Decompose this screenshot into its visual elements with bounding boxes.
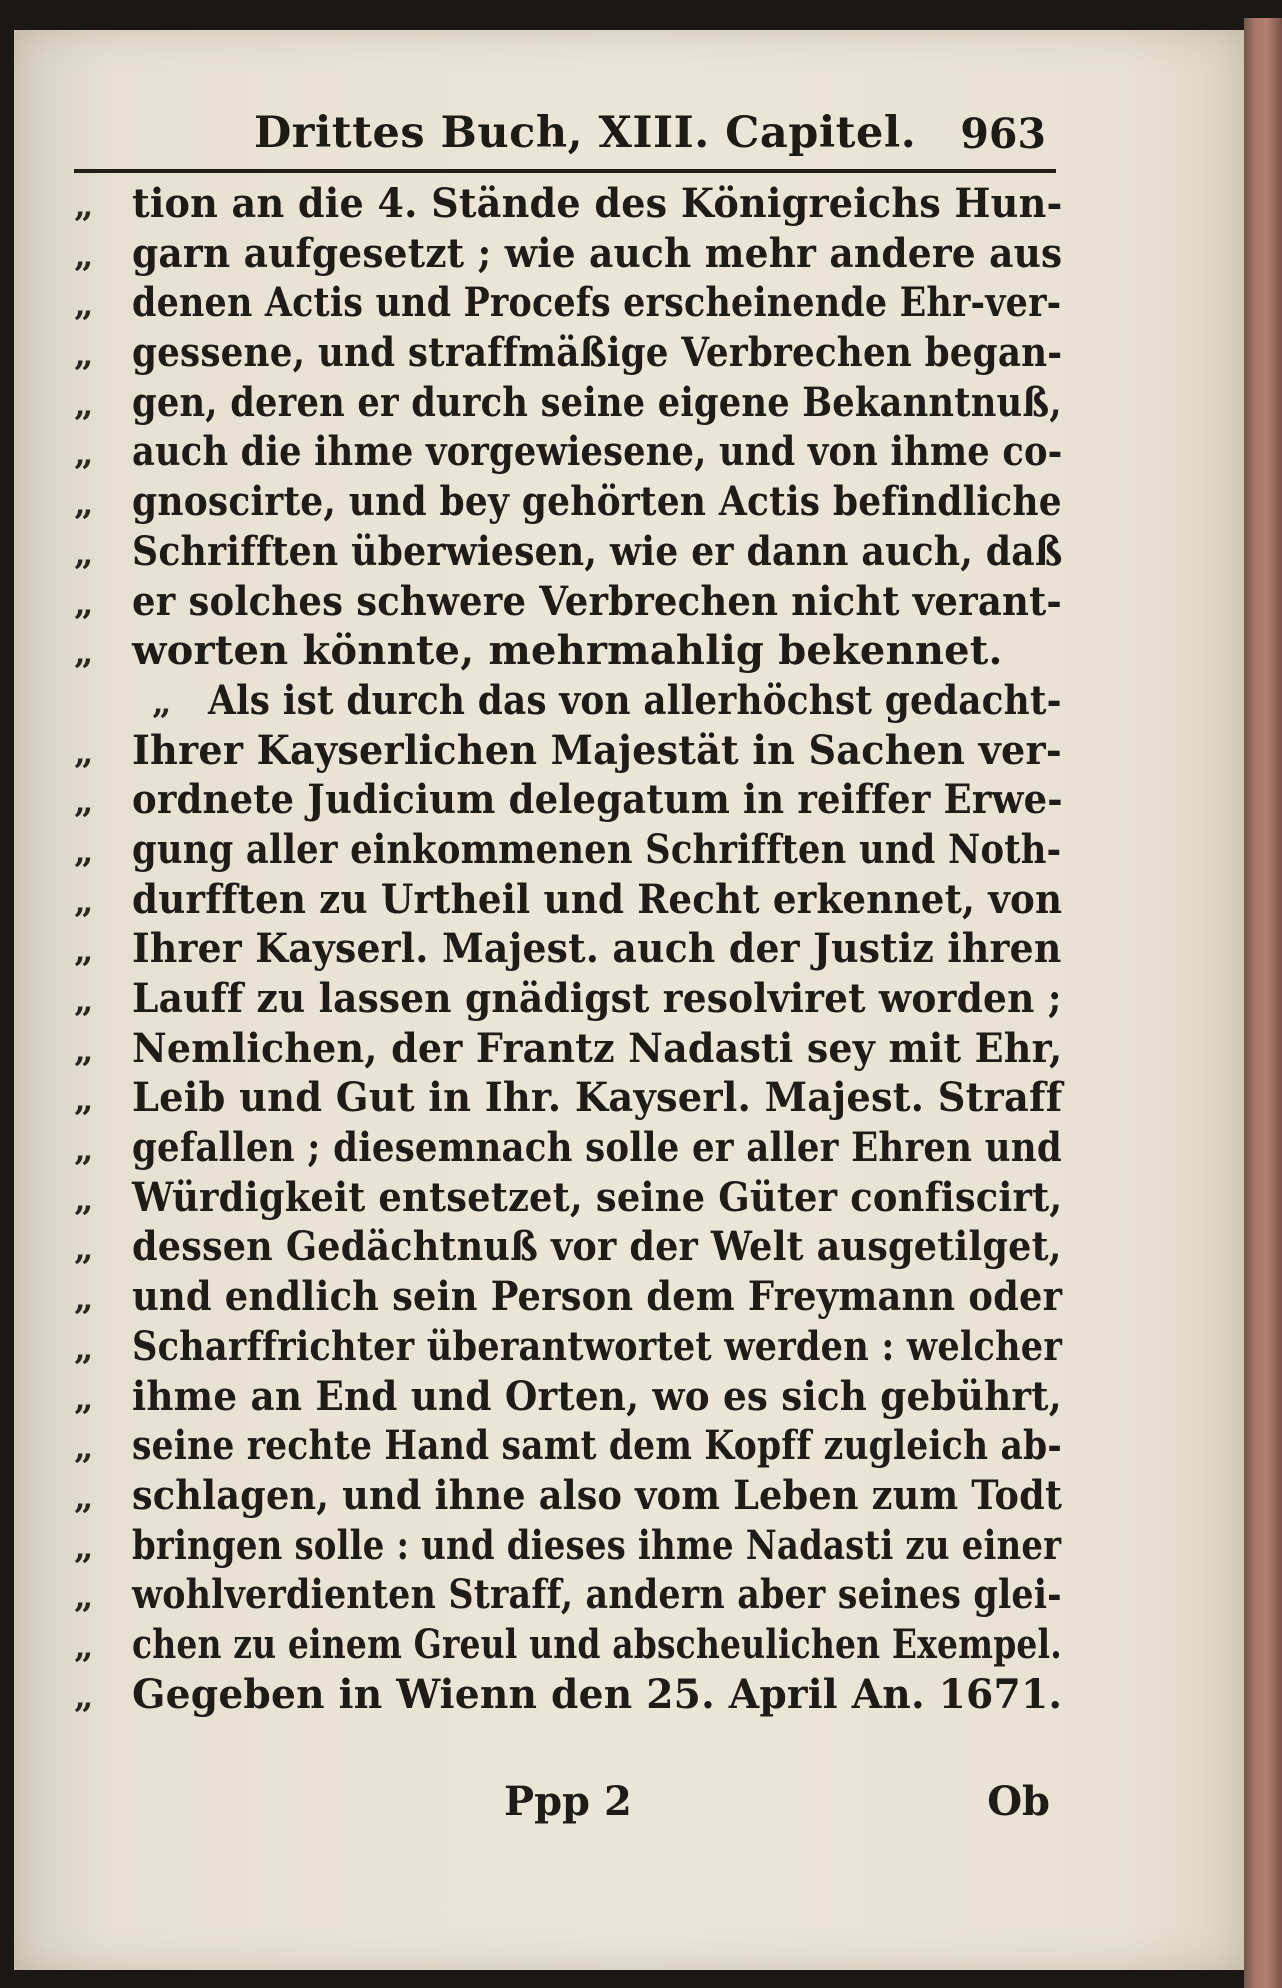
text-line	[74, 528, 1064, 578]
line-text: ordnete Judicium delegatum in reiffer Erwe-	[132, 776, 1063, 824]
line-text: er solches schwere Verbrechen nicht verant-	[132, 577, 1062, 625]
text-line	[74, 230, 1064, 280]
text-line	[74, 428, 1064, 478]
line-text: und endlich sein Person dem Freymann oder	[132, 1273, 1063, 1321]
text-line	[74, 1025, 1064, 1075]
text-line	[74, 1223, 1064, 1273]
line-text: chen zu einem Greul und abscheulichen Exempel.	[132, 1620, 1062, 1668]
quotation-mark: „	[74, 1179, 94, 1220]
text-line	[74, 1621, 1064, 1671]
line-text: gen, deren er durch seine eigene Bekanntnuß,	[132, 378, 1062, 426]
text-line	[74, 975, 1064, 1025]
line-text: auch die ihme vorgewiesene, und von ihme co-	[132, 428, 1063, 476]
line-text: Nemlichen, der Frantz Nadasti sey mit Ehr,	[132, 1024, 1063, 1072]
quotation-mark: „	[74, 981, 94, 1021]
quotation-mark: „	[74, 1626, 94, 1667]
line-text: seine rechte Hand samt dem Kopff zugleich ab-	[132, 1422, 1062, 1470]
quotation-mark: „	[74, 235, 94, 276]
line-text: wohlverdienten Straff, andern aber seines glei-	[132, 1571, 1062, 1619]
signature-mark: Ppp 2	[504, 1778, 632, 1825]
text-line	[74, 627, 1064, 677]
quotation-mark: „	[74, 1229, 94, 1270]
text-line	[74, 180, 1064, 230]
quotation-mark: „	[74, 1030, 94, 1071]
text-line	[74, 925, 1064, 975]
catchword: Ob	[987, 1778, 1050, 1825]
text-line	[74, 1323, 1064, 1373]
text-block	[74, 180, 1064, 1720]
text-line	[74, 578, 1064, 628]
text-line	[74, 1571, 1064, 1621]
line-text: schlagen, und ihne also vom Leben zum Todt	[132, 1471, 1063, 1519]
line-text: gnoscirte, und bey gehörten Actis befindliche	[132, 478, 1062, 526]
quotation-mark: „	[74, 782, 94, 823]
text-line	[74, 1074, 1064, 1124]
running-title: Drittes Buch, XIII. Capitel.	[254, 108, 917, 158]
line-text: Gegeben in Wienn den 25. April An. 1671.	[132, 1670, 1063, 1718]
text-line	[74, 1422, 1064, 1472]
text-line	[74, 1522, 1064, 1572]
quotation-mark: „	[74, 384, 94, 425]
line-text: worten könnte, mehrmahlig bekennet.	[132, 627, 1003, 675]
book-fore-edge	[1244, 18, 1282, 1988]
quotation-mark: „	[74, 732, 94, 773]
quotation-mark: „	[74, 186, 94, 226]
quotation-mark: „	[74, 831, 94, 872]
text-line	[74, 1124, 1064, 1174]
quotation-mark: „	[74, 1527, 94, 1568]
text-line	[74, 1273, 1064, 1323]
running-header	[74, 108, 1054, 168]
line-text: Leib und Gut in Ihr. Kayserl. Majest. Straff	[132, 1074, 1063, 1122]
line-text: dessen Gedächtnuß vor der Welt ausgetilget,	[132, 1223, 1062, 1271]
text-line	[74, 478, 1064, 528]
text-line	[74, 677, 1064, 727]
header-rule	[74, 169, 1056, 173]
line-text: gessene, und straffmäßige Verbrechen began-	[132, 329, 1063, 377]
line-text: Als ist durch das von allerhöchst gedacht-	[208, 676, 1062, 724]
quotation-mark: „	[74, 633, 94, 674]
page-number: 963	[960, 110, 1046, 158]
quotation-mark: „	[74, 1130, 94, 1171]
quotation-mark: „	[152, 682, 172, 723]
line-text: garn aufgesetzt ; wie auch mehr andere aus	[132, 229, 1063, 277]
text-line	[74, 727, 1064, 777]
quotation-mark: „	[74, 1328, 94, 1369]
quotation-mark: „	[74, 881, 94, 922]
line-text: durfften zu Urtheil und Recht erkennet, von	[132, 875, 1063, 923]
quotation-mark: „	[74, 285, 94, 326]
line-text: gung aller einkommenen Schrifften und Noth-	[132, 825, 1062, 873]
text-line	[74, 1373, 1064, 1423]
text-line	[74, 826, 1064, 876]
quotation-mark: „	[74, 1080, 94, 1121]
line-text: ihme an End und Orten, wo es sich gebührt,	[132, 1372, 1062, 1420]
line-text: Ihrer Kayserlichen Majestät in Sachen ver-	[132, 726, 1062, 774]
quotation-mark: „	[74, 335, 94, 376]
line-text: denen Actis und Procefs erscheinende Ehr-ver-	[132, 279, 1062, 327]
text-line	[74, 1671, 1064, 1721]
line-text: Würdigkeit entsetzet, seine Güter confiscirt,	[132, 1173, 1063, 1221]
quotation-mark: „	[74, 583, 94, 624]
text-line	[74, 379, 1064, 429]
text-line	[74, 876, 1064, 926]
quotation-mark: „	[74, 484, 94, 525]
quotation-mark: „	[74, 1279, 94, 1320]
text-line	[74, 329, 1064, 379]
line-text: bringen solle : und dieses ihme Nadasti zu einer	[132, 1521, 1062, 1569]
text-line	[74, 1472, 1064, 1522]
line-text: tion an die 4. Stände des Königreichs Hun-	[132, 180, 1063, 227]
quotation-mark: „	[74, 1577, 94, 1618]
line-text: Scharffrichter überantwortet werden : welcher	[132, 1322, 1063, 1370]
text-line	[74, 1174, 1064, 1224]
line-text: Ihrer Kayserl. Majest. auch der Justiz ihren	[132, 925, 1062, 973]
quotation-mark: „	[74, 533, 94, 574]
line-text: Lauff zu lassen gnädigst resolviret worden ;	[132, 975, 1062, 1022]
quotation-mark: „	[74, 1428, 94, 1469]
text-line	[74, 776, 1064, 826]
quotation-mark: „	[74, 1378, 94, 1419]
line-text: Schrifften überwiesen, wie er dann auch, daß	[132, 527, 1063, 575]
quotation-mark: „	[74, 434, 94, 475]
quotation-mark: „	[74, 1477, 94, 1518]
page-footer	[74, 1778, 1054, 1838]
line-text: gefallen ; diesemnach solle er aller Ehren und	[132, 1124, 1062, 1172]
quotation-mark: „	[74, 1676, 94, 1717]
quotation-mark: „	[74, 931, 94, 972]
text-line	[74, 279, 1064, 329]
